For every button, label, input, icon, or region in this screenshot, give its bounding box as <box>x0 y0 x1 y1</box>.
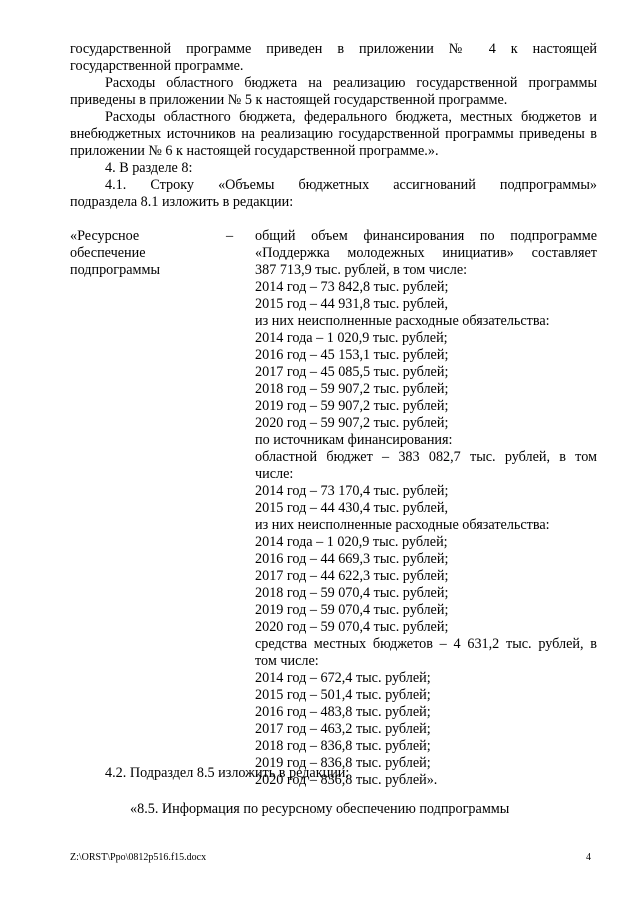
paragraph-continuation <box>70 41 597 75</box>
year-line: 2020 год – 59 070,4 тыс. рублей; <box>255 619 449 635</box>
paragraph-item-4-2: 4.2. Подраздел 8.5 изложить в редакции: <box>105 765 350 781</box>
text-line: «Ресурсное <box>70 228 140 244</box>
paragraph-item-4-1 <box>70 177 597 211</box>
text-line: по источникам финансирования: <box>255 432 453 448</box>
year-line: 2020 год – 59 907,2 тыс. рублей; <box>255 415 449 431</box>
text-line: из них неисполненные расходные обязательства: <box>255 517 550 533</box>
year-line: 2018 год – 836,8 тыс. рублей; <box>255 738 431 754</box>
year-line: 2016 год – 45 153,1 тыс. рублей; <box>255 347 449 363</box>
year-line: 2020 год – 836,8 тыс. рублей». <box>255 772 438 788</box>
text-line: 4.1. Строку «Объемы бюджетных ассигнований подпрограммы» <box>105 177 597 193</box>
text-line: числе: <box>255 466 294 482</box>
year-line: 2017 год – 45 085,5 тыс. рублей; <box>255 364 449 380</box>
year-line: 2014 года – 1 020,9 тыс. рублей; <box>255 534 448 550</box>
year-line: 2019 год – 59 070,4 тыс. рублей; <box>255 602 449 618</box>
year-line: 2015 год – 44 931,8 тыс. рублей, <box>255 296 448 312</box>
year-line: 2014 год – 73 842,8 тыс. рублей; <box>255 279 449 295</box>
year-line: 2018 год – 59 070,4 тыс. рублей; <box>255 585 449 601</box>
text-line: обеспечение <box>70 245 146 261</box>
year-line: 2017 год – 463,2 тыс. рублей; <box>255 721 431 737</box>
footer-file-path: Z:\ORST\Ppo\0812p516.f15.docx <box>70 852 207 863</box>
text-line: из них неисполненные расходные обязательства: <box>255 313 550 329</box>
year-line: 2014 года – 1 020,9 тыс. рублей; <box>255 330 448 346</box>
text-line: «Поддержка молодежных инициатив» составляет <box>255 245 597 261</box>
resource-label <box>70 228 230 279</box>
text-line: областной бюджет – 383 082,7 тыс. рублей, в том <box>255 449 597 465</box>
text-line: общий объем финансирования по подпрограмме <box>255 228 597 244</box>
resource-details <box>255 228 597 789</box>
year-line: 2015 год – 501,4 тыс. рублей; <box>255 687 431 703</box>
page-number: 4 <box>586 852 591 863</box>
year-line: 2019 год – 59 907,2 тыс. рублей; <box>255 398 449 414</box>
section-heading: «8.5. Информация по ресурсному обеспечению подпрограммы <box>130 801 510 817</box>
text-line: том числе: <box>255 653 319 669</box>
label-dash: – <box>226 228 234 244</box>
year-line: 2018 год – 59 907,2 тыс. рублей; <box>255 381 449 397</box>
year-line: 2019 год – 836,8 тыс. рублей; <box>255 755 431 771</box>
paragraph-expenses-regional: Расходы областного бюджета на реализацию государственной программы приведены в приложении № 5 к настоящей государственной программе. <box>70 75 597 108</box>
year-line: 2015 год – 44 430,4 тыс. рублей, <box>255 500 448 516</box>
text-line: средства местных бюджетов – 4 631,2 тыс. рублей, в <box>255 636 597 652</box>
year-line: 2016 год – 483,8 тыс. рублей; <box>255 704 431 720</box>
year-line: 2016 год – 44 669,3 тыс. рублей; <box>255 551 449 567</box>
text-line: государственной программе приведен в приложении № 4 к настоящей <box>70 41 597 57</box>
text-line: 387 713,9 тыс. рублей, в том числе: <box>255 262 468 278</box>
paragraph-section-8: 4. В разделе 8: <box>105 160 193 176</box>
paragraph-expenses-all: Расходы областного бюджета, федерального бюджета, местных бюджетов и внебюджетных источников на реализацию государственной программы приведены в приложении № 6 к настоящей государственной программе.». <box>70 109 597 159</box>
text-line: государственной программе. <box>70 58 244 74</box>
year-line: 2014 год – 73 170,4 тыс. рублей; <box>255 483 449 499</box>
year-line: 2014 год – 672,4 тыс. рублей; <box>255 670 431 686</box>
text-line: подпрограммы <box>70 262 160 278</box>
text-line: подраздела 8.1 изложить в редакции: <box>70 194 294 210</box>
year-line: 2017 год – 44 622,3 тыс. рублей; <box>255 568 449 584</box>
